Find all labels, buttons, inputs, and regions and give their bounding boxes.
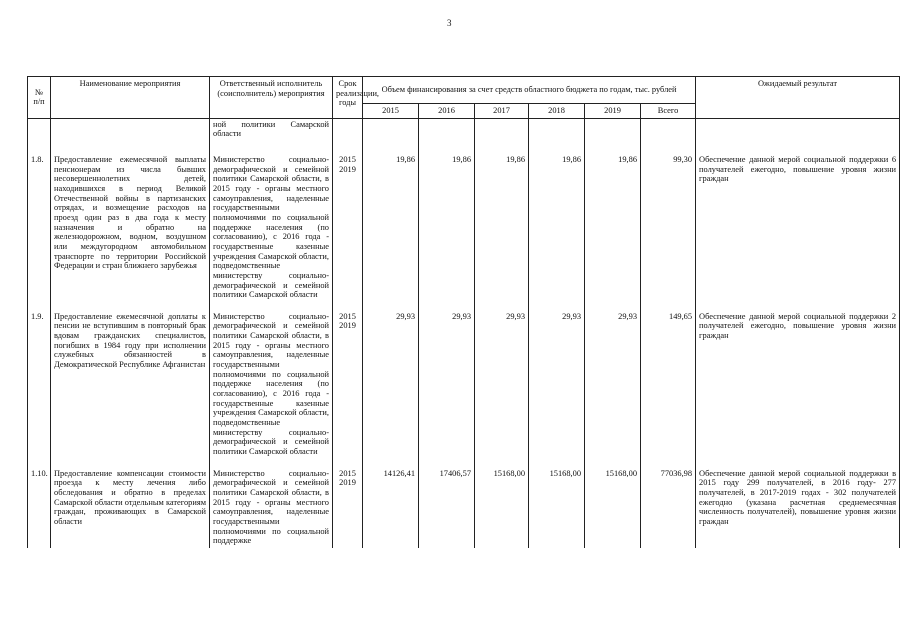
header-period: Срок реализации, годы (333, 77, 363, 119)
row-value-2018: 29,93 (529, 302, 585, 459)
row-result: Обеспечение данной мерой социальной поддержки в 2015 году 299 получателей, в 2016 году- 277 получателей, в 2017-2019 годах - 302 получателей ежегодно (указана расчетная среднемесячная численность получателей), повышение уровня жизни граждан (696, 459, 900, 548)
header-total: Всего (641, 104, 696, 119)
table-header (28, 77, 900, 119)
row-value-2016: 19,86 (419, 145, 475, 302)
table-row (28, 302, 900, 459)
header-name: Наименование мероприятия (51, 77, 210, 119)
continuation-executor: ной политики Самарской области (210, 118, 333, 145)
row-value-2018: 19,86 (529, 145, 585, 302)
row-executor: Министерство социально-демографической и семейной политики Самарской области, в 2015 году - органы местного самоуправления, наделенные государственными полномочиями по социальной поддержке населения (по согласованию), с 2016 года - государственные казенные учреждения Самарской области, подведомственные министерству социально-демографической и семейной политики Самарской области (210, 145, 333, 302)
header-year: 2017 (475, 104, 529, 119)
row-number: 1.8. (28, 145, 51, 302)
row-value-2015: 14126,41 (363, 459, 419, 548)
row-result: Обеспечение данной мерой социальной поддержки 6 получателей ежегодно, повышение уровня жизни граждан (696, 145, 900, 302)
row-value-2017: 29,93 (475, 302, 529, 459)
row-value-2016: 17406,57 (419, 459, 475, 548)
row-value-2019: 29,93 (585, 302, 641, 459)
row-value-2019: 15168,00 (585, 459, 641, 548)
table-row (28, 145, 900, 302)
page-number: 3 (447, 18, 452, 28)
row-total: 77036,98 (641, 459, 696, 548)
row-period: 2015 2019 (333, 145, 363, 302)
row-name: Предоставление ежемесячной выплаты пенсионерам из числа бывших несовершеннолетних детей, находившихся в период Великой Отечественной войны в партизанских отрядах, и возмещение расходов на проезд один раз в два года к месту назначения и обратно на железнодорожном, водном, воздушном или междугородном автомобильном транспорте по территории Российской Федерации и стран ближнего зарубежья (51, 145, 210, 302)
row-name: Предоставление компенсации стоимости проезда к месту лечения либо обследования и обратно в пределах Самарской области отдельным категориям граждан, проживающих в Самарской области (51, 459, 210, 548)
row-number: 1.9. (28, 302, 51, 459)
table-row (28, 459, 900, 548)
header-year: 2016 (419, 104, 475, 119)
row-number: 1.10. (28, 459, 51, 548)
header-funding: Объем финансирования за счет средств областного бюджета по годам, тыс. рублей (363, 77, 696, 104)
row-executor: Министерство социально-демографической и семейной политики Самарской области, в 2015 году - органы местного самоуправления, наделенные государственными полномочиями по социальной поддержке (210, 459, 333, 548)
row-result: Обеспечение данной мерой социальной поддержки 2 получателей ежегодно, повышение уровня жизни граждан (696, 302, 900, 459)
row-period: 2015 2019 (333, 302, 363, 459)
row-executor: Министерство социально-демографической и семейной политики Самарской области, в 2015 году - органы местного самоуправления, наделенные государственными полномочиями по социальной поддержке населения (по согласованию), с 2016 года - государственные казенные учреждения Самарской области, подведомственные министерству социально-демографической и семейной политики Самарской области (210, 302, 333, 459)
row-value-2015: 29,93 (363, 302, 419, 459)
header-num: № п/п (28, 77, 51, 119)
header-year: 2019 (585, 104, 641, 119)
header-executor: Ответственный исполнитель (соисполнитель) мероприятия (210, 77, 333, 119)
header-year: 2015 (363, 104, 419, 119)
row-value-2017: 15168,00 (475, 459, 529, 548)
row-period: 2015 2019 (333, 459, 363, 548)
row-value-2019: 19,86 (585, 145, 641, 302)
row-value-2018: 15168,00 (529, 459, 585, 548)
header-result: Ожидаемый результат (696, 77, 900, 119)
funding-table (27, 76, 900, 548)
row-name: Предоставление ежемесячной доплаты к пенсии не вступившим в повторный брак вдовам гражданских специалистов, погибших в 1984 году при исполнении служебных обязанностей в Демократической Республике Афганистан (51, 302, 210, 459)
header-year: 2018 (529, 104, 585, 119)
row-value-2017: 19,86 (475, 145, 529, 302)
row-value-2015: 19,86 (363, 145, 419, 302)
table-row-continuation (28, 118, 900, 145)
row-total: 149,65 (641, 302, 696, 459)
row-total: 99,30 (641, 145, 696, 302)
row-value-2016: 29,93 (419, 302, 475, 459)
